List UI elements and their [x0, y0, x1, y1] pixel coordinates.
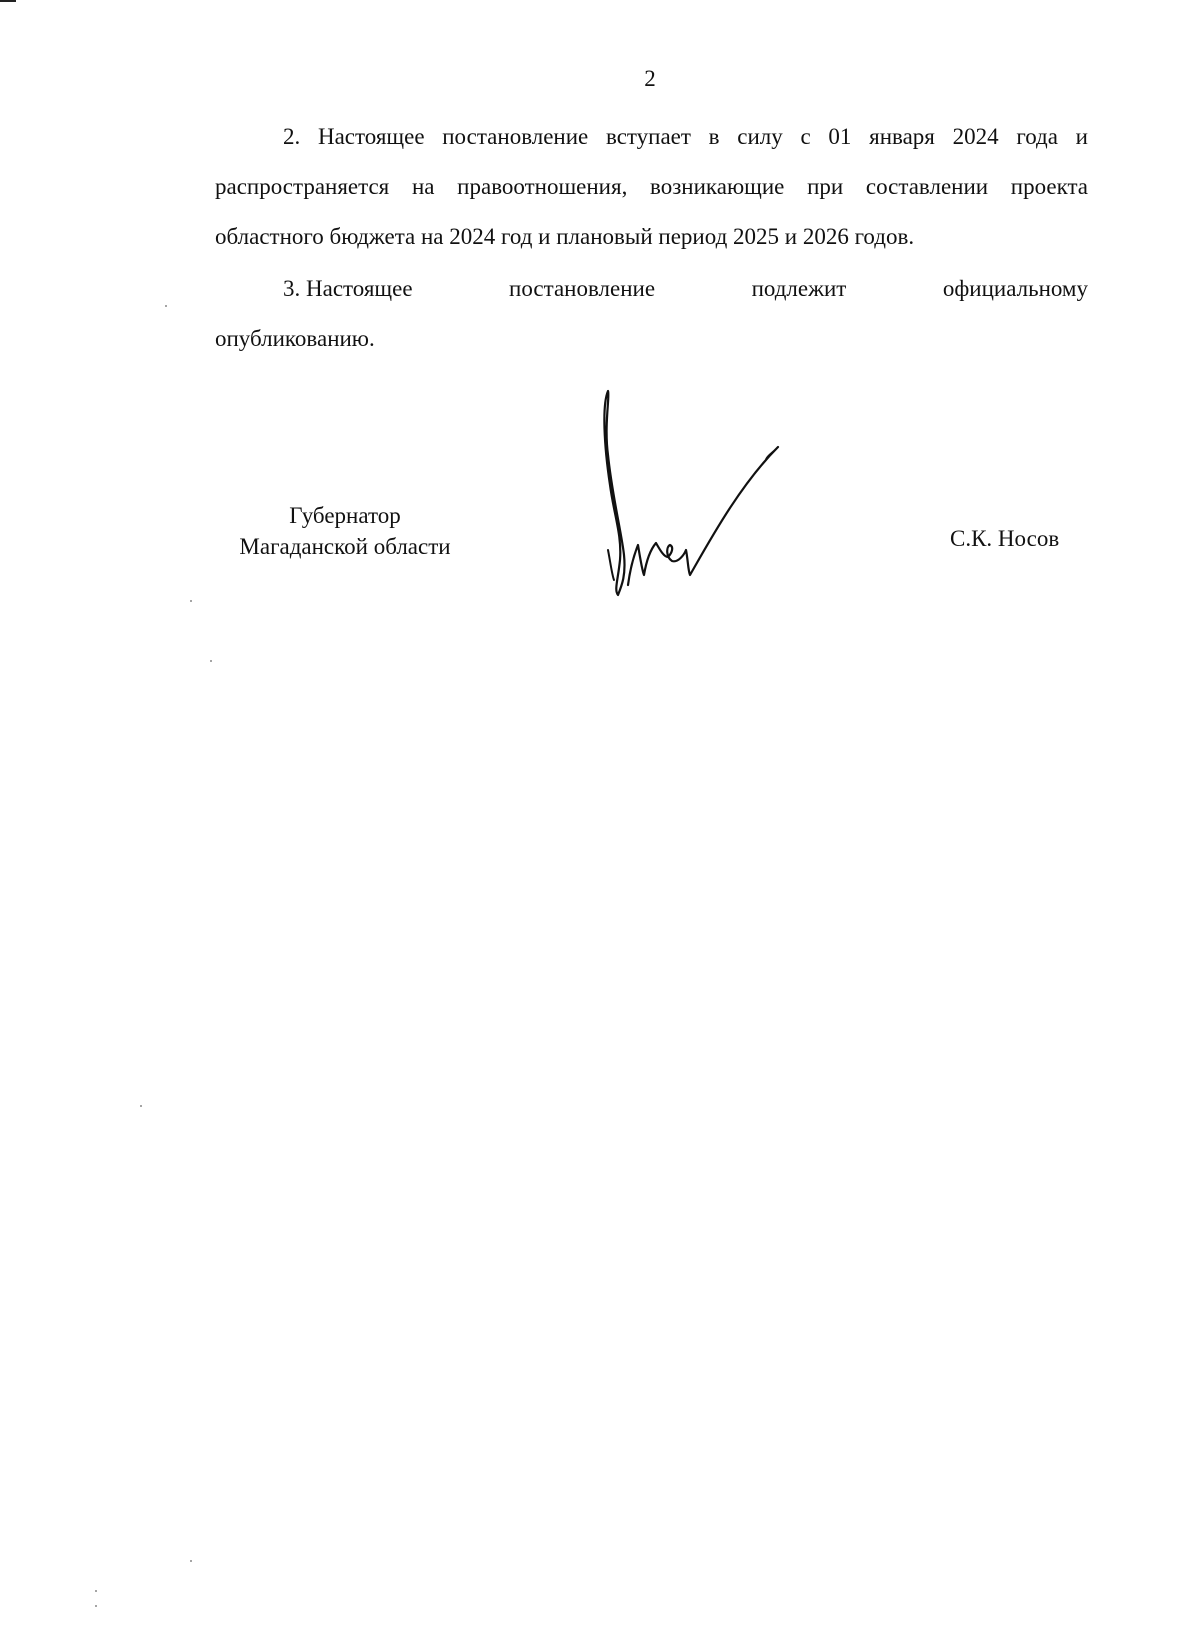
scan-speck: [95, 1605, 97, 1607]
document-body: [215, 112, 1088, 364]
paragraph-2: 2. Настоящее постановление вступает в силу с 01 января 2024 года и распространяется на правоотношения, возникающие при составлении проекта областного бюджета на 2024 год и плановый период 2025 и 2026 годов.: [215, 124, 1088, 249]
signatory-title: [215, 500, 475, 562]
scan-corner-mark: [0, 0, 16, 2]
paragraph-3-line1: [215, 264, 1088, 314]
paragraph-3-word: 3. Настоящее: [283, 276, 413, 301]
paragraph-3-word: постановление: [509, 276, 656, 301]
page-number: 2: [644, 66, 656, 91]
paragraph-3-line2: опубликованию.: [215, 326, 375, 351]
scan-speck: [140, 1105, 142, 1107]
signatory-name: С.К. Носов: [950, 526, 1060, 551]
signatory-title-line1: Губернатор: [289, 503, 401, 528]
paragraph-3: [215, 264, 1088, 364]
scan-speck: [190, 600, 192, 602]
handwritten-signature: [600, 385, 820, 610]
scan-speck: [95, 1590, 97, 1592]
scan-speck: [165, 305, 167, 307]
scan-speck: [210, 660, 212, 662]
scan-speck: [190, 1560, 192, 1562]
paragraph-3-word: официальному: [942, 276, 1088, 301]
paragraph-3-word: подлежит: [751, 276, 847, 301]
signatory-title-line2: Магаданской области: [239, 534, 451, 559]
